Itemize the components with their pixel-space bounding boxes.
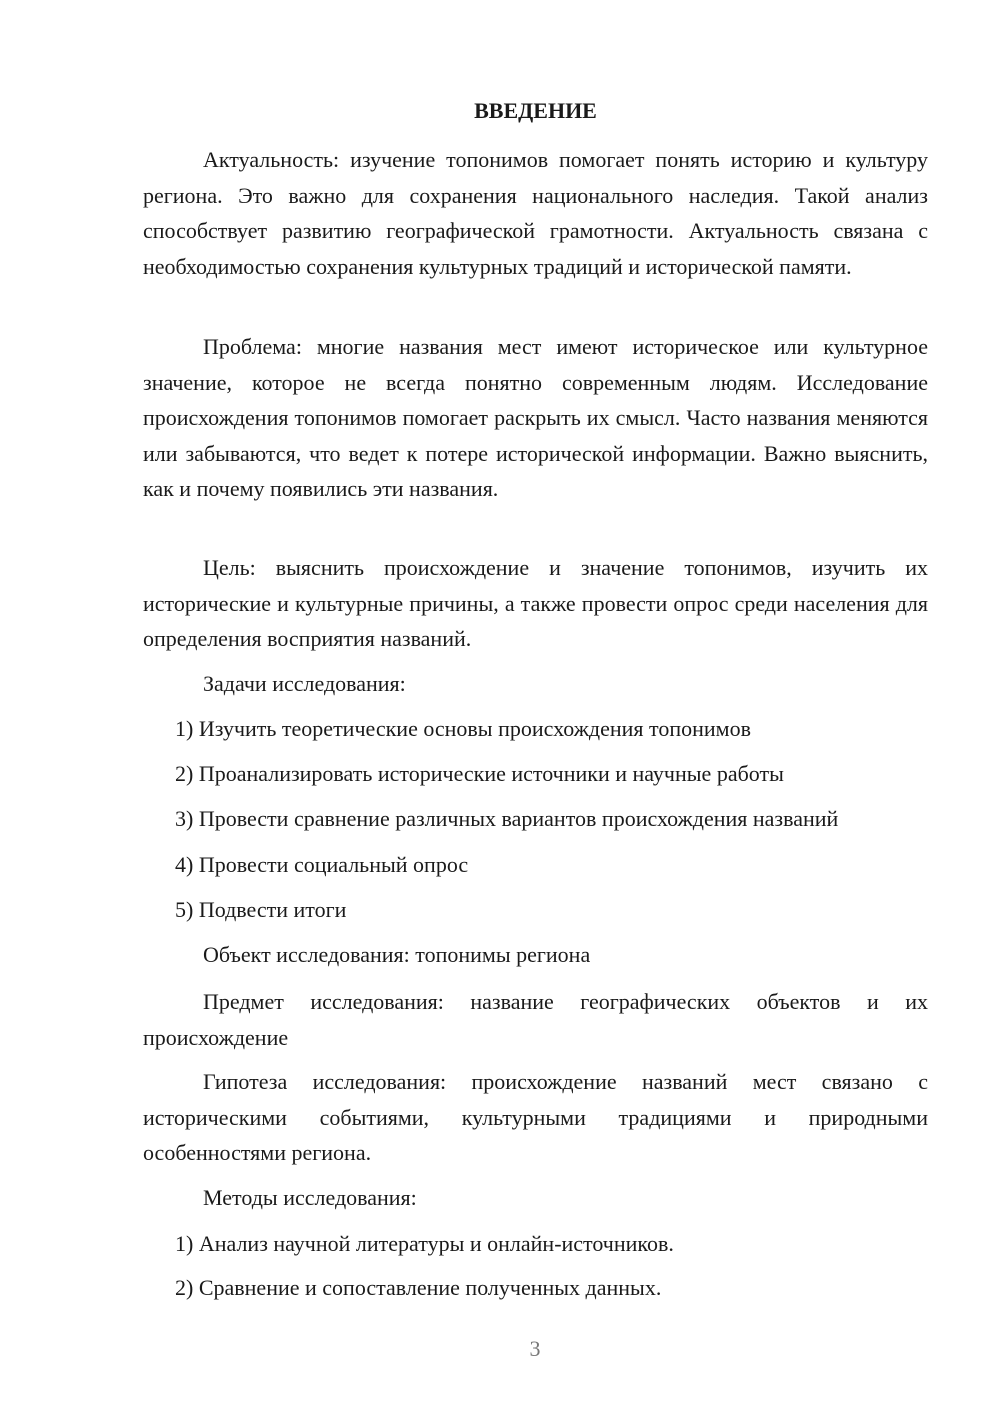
paragraph-relevance: Актуальность: изучение топонимов помогает понять историю и культуру региона. Это важно для сохранения национального наследия. Такой анализ способствует развитию географической грамотности. Актуальность связана с необходимостью сохранения культурных традиций и исторической памяти.	[143, 147, 928, 279]
task-item: 1) Изучить теоретические основы происхождения топонимов	[175, 716, 751, 741]
tasks-heading: Задачи исследования:	[203, 671, 406, 696]
page-title: ВВЕДЕНИЕ	[474, 98, 597, 123]
paragraph-subject: Предмет исследования: название географических объектов и их происхождение	[143, 989, 928, 1050]
method-item: 2) Сравнение и сопоставление полученных данных.	[175, 1275, 662, 1300]
page-number: 3	[529, 1336, 541, 1361]
paragraph-goal: Цель: выяснить происхождение и значение топонимов, изучить их исторические и культурные причины, а также провести опрос среди населения для определения восприятия названий.	[143, 555, 928, 651]
methods-heading: Методы исследования:	[203, 1185, 417, 1210]
task-item: 2) Проанализировать исторические источники и научные работы	[175, 761, 784, 786]
task-item: 4) Провести социальный опрос	[175, 852, 469, 877]
method-item: 1) Анализ научной литературы и онлайн-источников.	[175, 1231, 674, 1256]
paragraph-hypothesis: Гипотеза исследования: происхождение названий мест связано с историческими событиями, культурными традициями и природными особенностями региона.	[143, 1069, 928, 1165]
task-item: 3) Провести сравнение различных вариантов происхождения названий	[175, 806, 839, 831]
paragraph-object: Объект исследования: топонимы региона	[203, 942, 591, 967]
task-item: 5) Подвести итоги	[175, 897, 347, 922]
paragraph-problem: Проблема: многие названия мест имеют историческое или культурное значение, которое не всегда понятно современным людям. Исследование происхождения топонимов помогает раскрыть их смысл. Часто названия меняются или забываются, что ведет к потере исторической информации. Важно выяснить, как и почему появились эти названия.	[143, 334, 928, 501]
